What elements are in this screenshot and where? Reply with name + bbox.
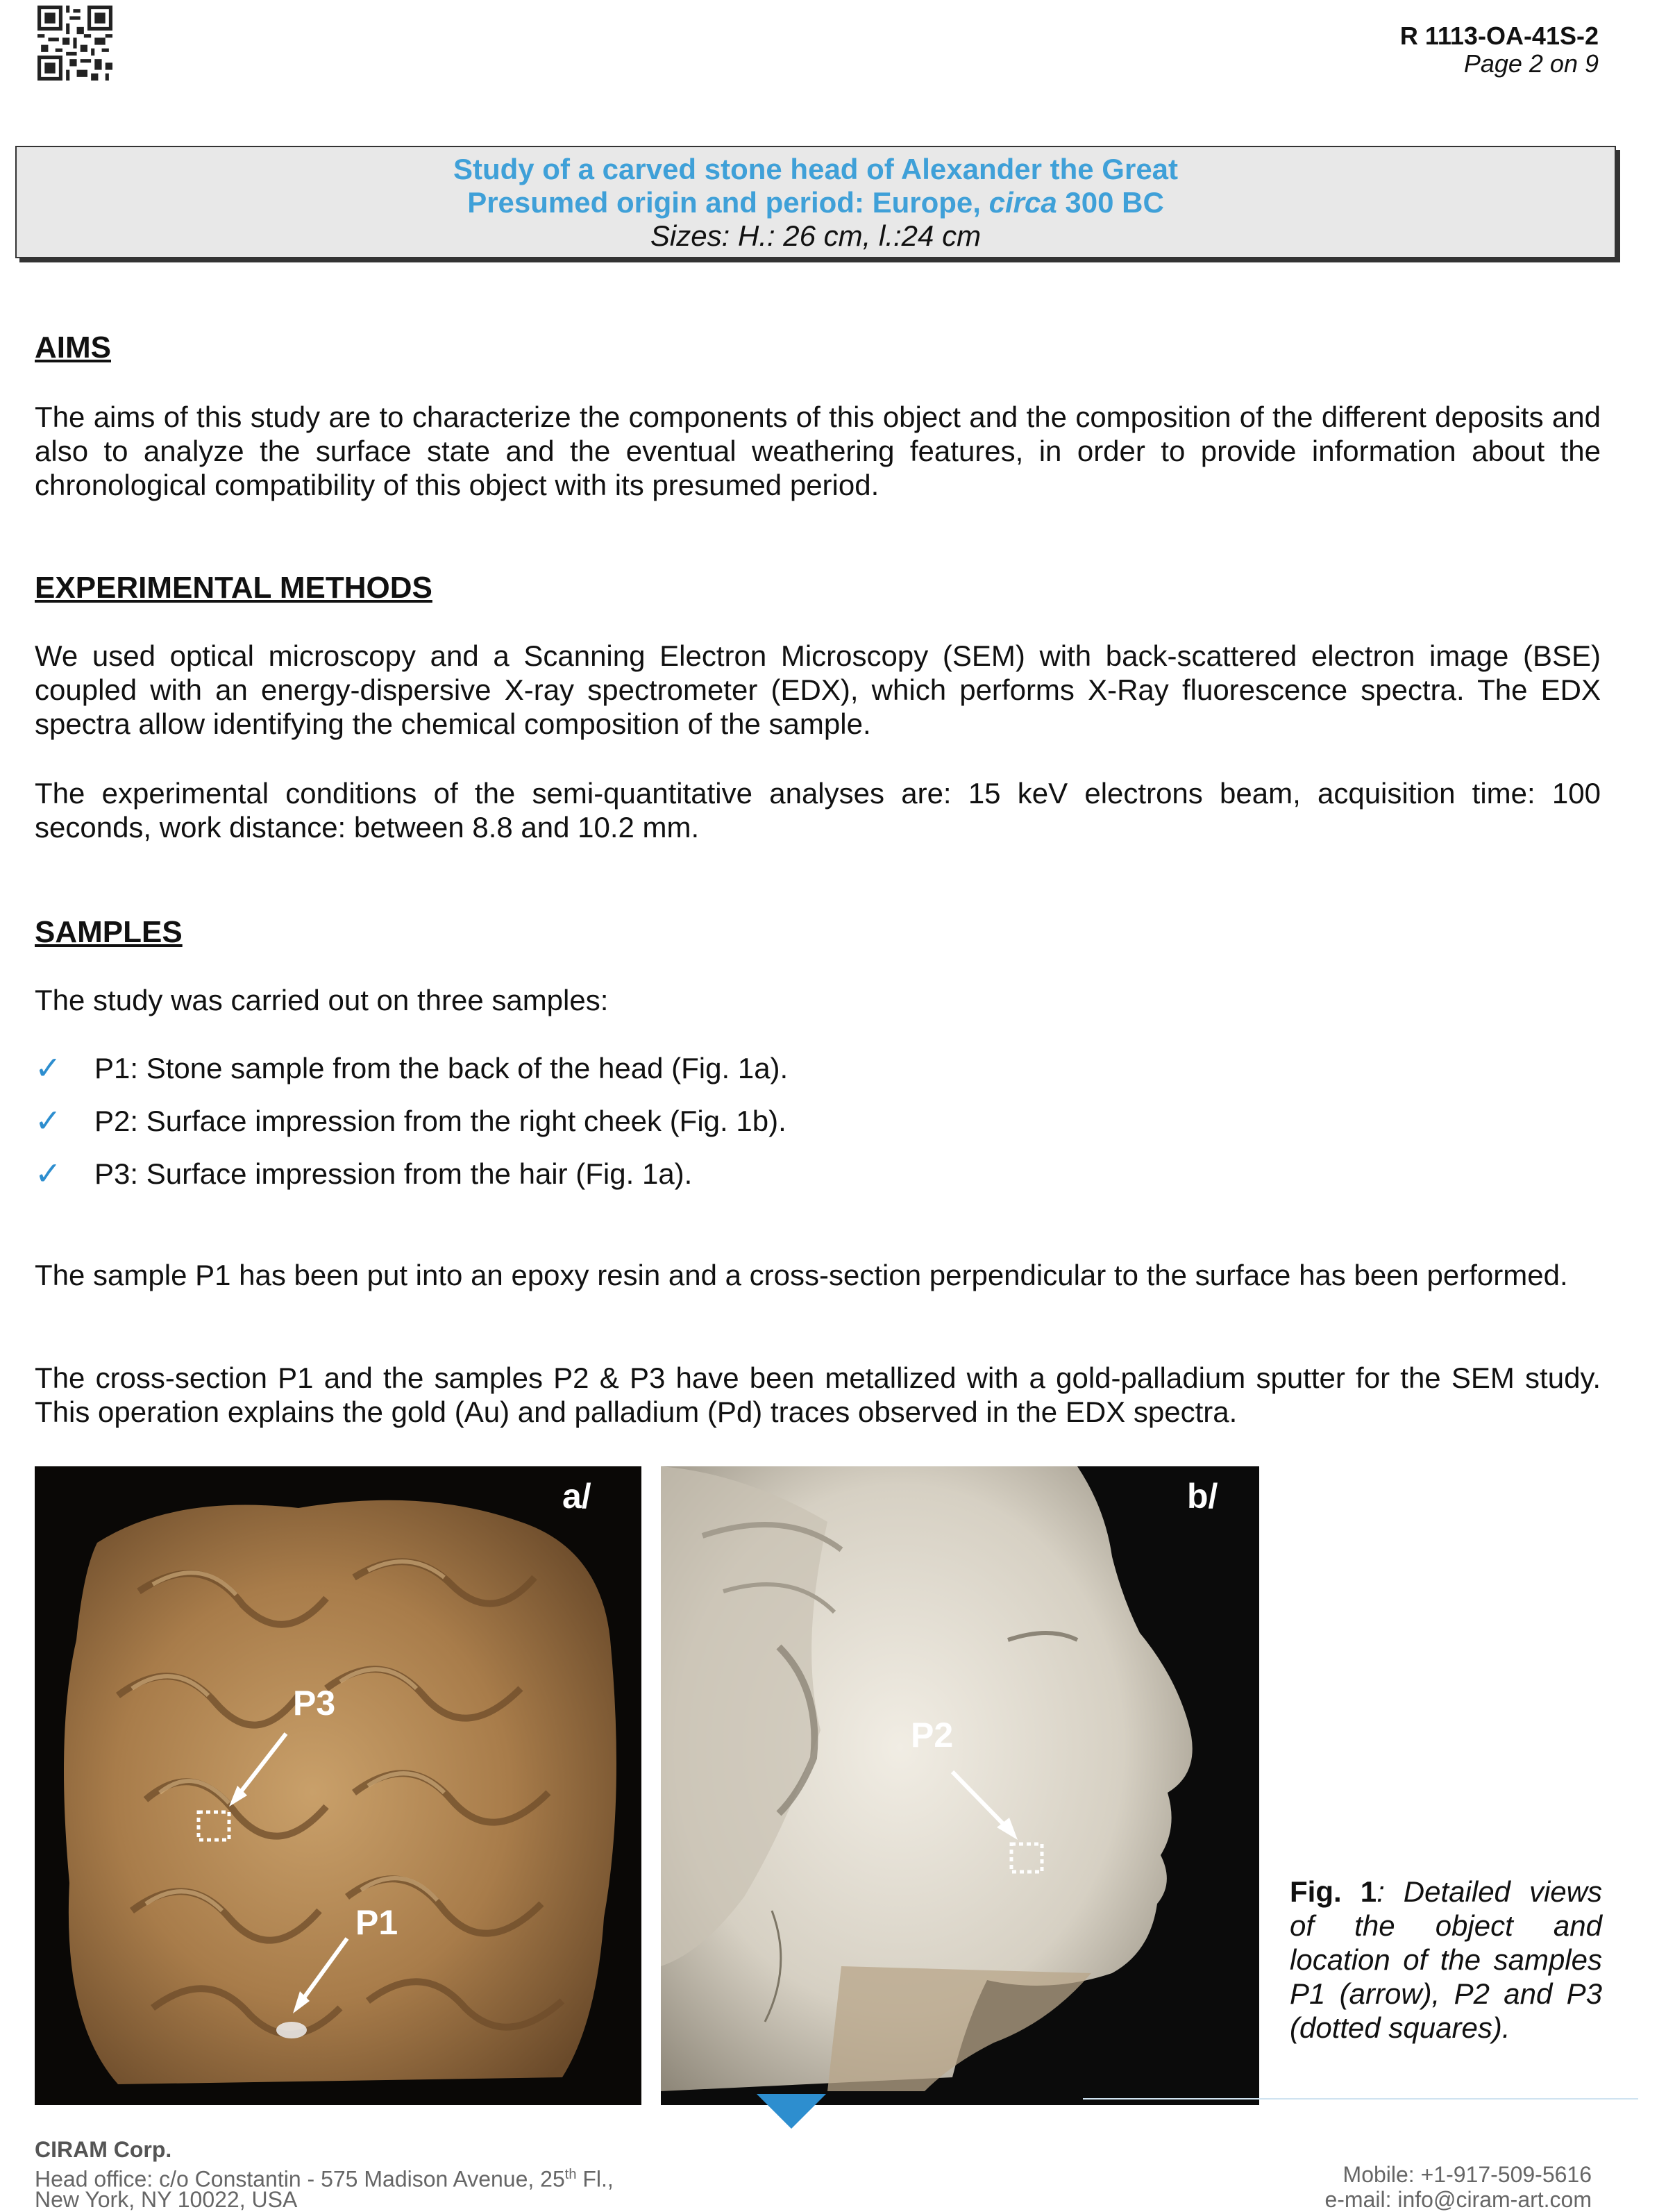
origin-period xyxy=(17,186,1615,219)
list-item xyxy=(35,1051,788,1085)
figure-label-b: b/ xyxy=(1187,1477,1218,1516)
figure-label-a: a/ xyxy=(562,1477,591,1516)
caption-text: : Detailed views of the object and location of the samples P1 (arrow), P2 and P3 (dotted squares). xyxy=(1290,1875,1602,2044)
list-item xyxy=(35,1157,692,1191)
footer-logo-mark-icon xyxy=(757,2094,826,2129)
caption-label: Fig. 1 xyxy=(1290,1875,1377,1908)
contact-email: e-mail: info@ciram-art.com xyxy=(1324,2187,1592,2212)
page-number: Page 2 on 9 xyxy=(1463,49,1599,78)
object-sizes: Sizes: H.: 26 cm, l.:24 cm xyxy=(650,219,982,252)
list-item-text: P2: Surface impression from the right cheek (Fig. 1b). xyxy=(94,1105,786,1137)
methods-paragraph-1: We used optical microscopy and a Scanning Electron Microscopy (SEM) with back-scattered electron image (BSE) coupled with an energy-dispersive X-ray spectrometer (EDX), which performs X-Ray fluorescence spectra. The EDX spectra allow identifying the chemical composition of the sample. xyxy=(35,639,1601,740)
list-item-text: P1: Stone sample from the back of the head (Fig. 1a). xyxy=(94,1052,789,1084)
methods-paragraph-2: The experimental conditions of the semi-quantitative analyses are: 15 keV electrons beam, acquisition time: 100 seconds, work distance: between 8.8 and 10.2 mm. xyxy=(35,777,1601,844)
address-line-2: New York, NY 10022, USA xyxy=(35,2187,298,2212)
sample-label-p3: P3 xyxy=(293,1684,336,1723)
checkmark-icon: ✓ xyxy=(35,1155,62,1191)
checkmark-icon: ✓ xyxy=(35,1103,62,1139)
footer-divider xyxy=(1083,2098,1638,2100)
sample-label-p1: P1 xyxy=(355,1903,398,1942)
contact-mobile: Mobile: +1-917-509-5616 xyxy=(1342,2162,1592,2187)
circa-text: circa xyxy=(988,186,1057,219)
checkmark-icon: ✓ xyxy=(35,1050,62,1086)
stone-hair-photo xyxy=(35,1466,641,2105)
address-floor: Fl., xyxy=(576,2166,614,2192)
origin-text: Presumed origin and period: Europe, xyxy=(467,186,989,219)
methods-heading: EXPERIMENTAL METHODS xyxy=(35,571,432,605)
samples-paragraph-2: The cross-section P1 and the samples P2 & P3 have been metallized with a gold-palladium sputter for the SEM study. This operation explains the gold (Au) and palladium (Pd) traces observed in the EDX spectra. xyxy=(35,1361,1601,1428)
address-text: Head office: c/o Constantin - 575 Madison Avenue, 25 xyxy=(35,2166,565,2192)
marble-profile-photo xyxy=(661,1466,1259,2105)
aims-paragraph: The aims of this study are to characterize the components of this object and the composition of the different deposits and also to analyze the surface state and the eventual weathering features, in order to provide information about the chronological compatibility of this object with its presumed period. xyxy=(35,401,1601,501)
samples-heading: SAMPLES xyxy=(35,915,183,949)
reference-code: R 1113-OA-41S-2 xyxy=(1399,22,1599,50)
address-superscript: th xyxy=(564,2167,577,2182)
document-reference xyxy=(1400,22,1599,78)
list-item-text: P3: Surface impression from the hair (Fig. 1a). xyxy=(94,1157,693,1190)
list-item xyxy=(35,1104,786,1138)
figure-caption xyxy=(1290,1875,1602,2045)
samples-intro: The study was carried out on three samples: xyxy=(35,984,609,1016)
aims-heading: AIMS xyxy=(35,330,111,365)
figure-1a-hair-back xyxy=(35,1466,641,2105)
qr-code xyxy=(37,6,112,81)
samples-paragraph-1: The sample P1 has been put into an epoxy resin and a cross-section perpendicular to the surface has been performed. xyxy=(35,1259,1568,1291)
period-text: 300 BC xyxy=(1057,186,1164,219)
sample-label-p2: P2 xyxy=(911,1716,954,1754)
company-name: CIRAM Corp. xyxy=(35,2137,172,2162)
title-box xyxy=(15,146,1616,258)
study-title: Study of a carved stone head of Alexander the Great xyxy=(453,153,1179,185)
figure-1b-profile xyxy=(661,1466,1259,2105)
